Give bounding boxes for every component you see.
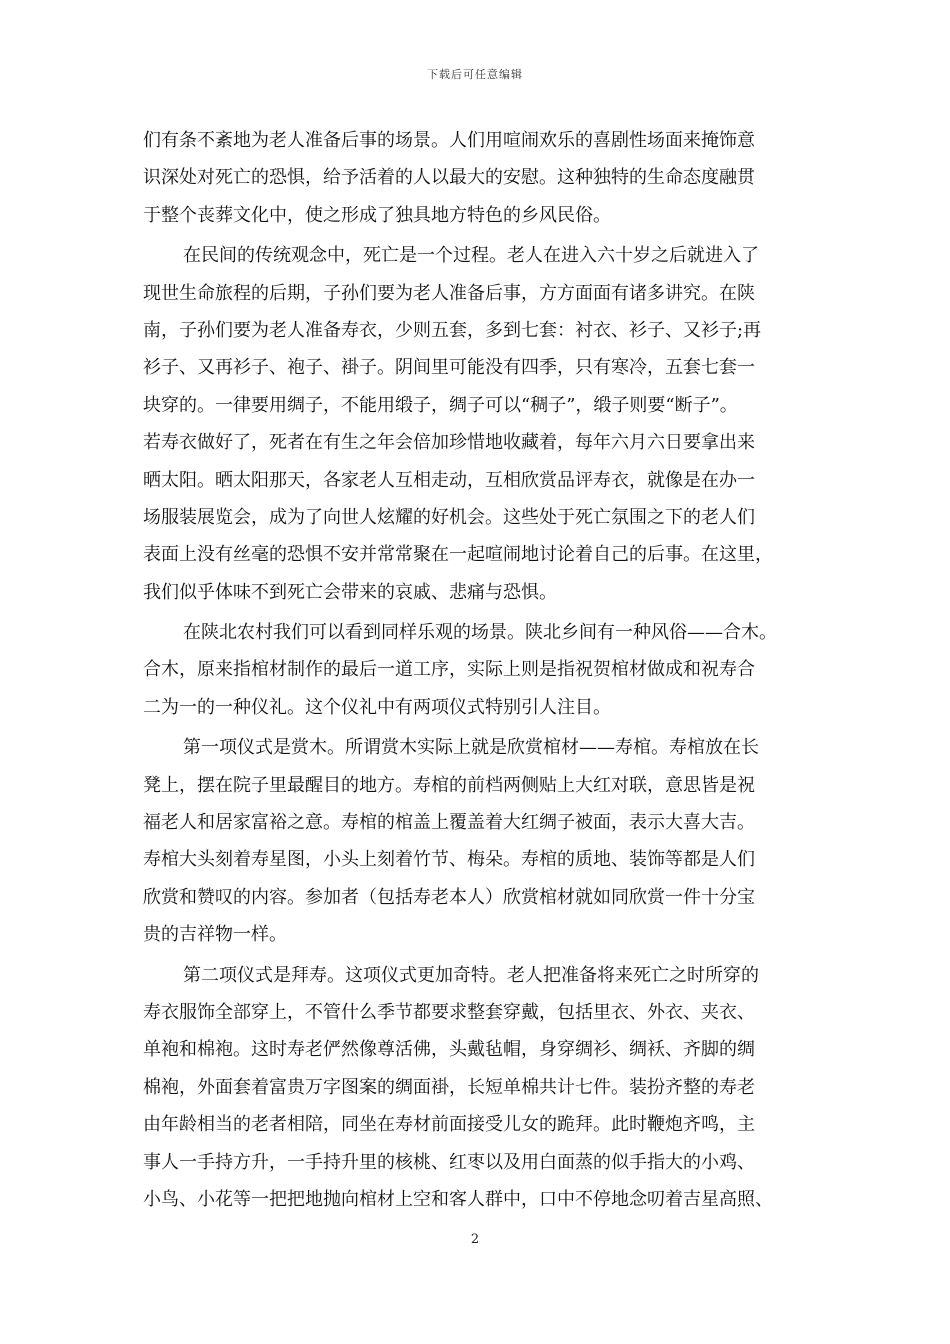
text-line: 南，子孙们要为老人准备寿衣，少则五套，多到七套：衬衣、衫子、又衫子;再 bbox=[143, 319, 762, 341]
text-line: 寿棺大头刻着寿星图，小头上刻着竹节、梅朵。寿棺的质地、装饰等都是人们 bbox=[143, 849, 755, 871]
text-line: 贵的吉祥物一样。 bbox=[143, 924, 287, 946]
paragraph-3 bbox=[143, 614, 811, 726]
paragraph-4 bbox=[143, 729, 811, 953]
text-line: 块穿的。一律要用绸子，不能用缎子，绸子可以“稠子”，缎子则要“断子”。 bbox=[143, 394, 738, 416]
text-line: 福老人和居家富裕之意。寿棺的棺盖上覆盖着大红绸子被面，表示大喜大吉。 bbox=[143, 812, 755, 834]
text-line: 我们似乎体味不到死亡会带来的哀戚、悲痛与恐惧。 bbox=[143, 581, 557, 603]
text-line: 衫子、又再衫子、袍子、褂子。阴间里可能没有四季，只有寒冷，五套七套一 bbox=[143, 357, 755, 379]
text-line: 单袍和棉袍。这时寿老俨然像尊活佛，头戴毡帽，身穿绸衫、绸袄、齐脚的绸 bbox=[143, 1039, 755, 1061]
text-line: 若寿衣做好了，死者在有生之年会倍加珍惜地收藏着，每年六月六日要拿出来 bbox=[143, 432, 755, 454]
text-line: 棉袍，外面套着富贵万字图案的绸面褂，长短单棉共计七件。装扮齐整的寿老 bbox=[143, 1076, 755, 1098]
text-line: 晒太阳。晒太阳那天，各家老人互相走动，互相欣赏品评寿衣，就像是在办一 bbox=[143, 469, 755, 491]
text-line: 凳上，摆在院子里最醒目的地方。寿棺的前档两侧贴上大红对联，意思皆是祝 bbox=[143, 774, 755, 796]
text-line: 们有条不紊地为老人准备后事的场景。人们用喧闹欢乐的喜剧性场面来掩饰意 bbox=[143, 130, 755, 151]
text-line: 合木，原来指棺材制作的最后一道工序，实际上则是指祝贺棺材做成和祝寿合 bbox=[143, 659, 755, 681]
text-line: 第二项仪式是拜寿。这项仪式更加奇特。老人把准备将来死亡之时所穿的 bbox=[183, 964, 759, 986]
text-line: 由年龄相当的老者相陪，同坐在寿材前面接受儿女的跪拜。此时鞭炮齐鸣，主 bbox=[143, 1114, 755, 1136]
text-line: 第一项仪式是赏木。所谓赏木实际上就是欣赏棺材——寿棺。寿棺放在长 bbox=[183, 737, 759, 759]
page-number: 2 bbox=[470, 1232, 480, 1247]
text-line: 小鸟、小花等一把把地抛向棺材上空和客人群中，口中不停地念叨着吉星高照、 bbox=[143, 1188, 773, 1210]
text-line: 二为一的一种仪礼。这个仪礼中有两项仪式特别引人注目。 bbox=[143, 696, 611, 718]
text-line: 场服装展览会，成为了向世人炫耀的好机会。这些处于死亡氛围之下的老人们 bbox=[143, 506, 755, 528]
text-line: 事人一手持方升，一手持升里的核桃、红枣以及用白面蒸的似手指大的小鸡、 bbox=[143, 1151, 755, 1173]
text-line: 现世生命旅程的后期，子孙们要为老人准备后事，方方面面有诸多讲究。在陕 bbox=[143, 282, 755, 304]
text-line: 欣赏和赞叹的内容。参加者（包括寿老本人）欣赏棺材就如同欣赏一件十分宝 bbox=[143, 886, 755, 908]
paragraph-2 bbox=[143, 237, 811, 611]
text-line: 在民间的传统观念中，死亡是一个过程。老人在进入六十岁之后就进入了 bbox=[183, 245, 759, 267]
paragraph-1 bbox=[143, 122, 811, 234]
text-line: 于整个丧葬文化中，使之形成了独具地方特色的乡风民俗。 bbox=[143, 204, 611, 226]
text-line: 在陕北农村我们可以看到同样乐观的场景。陕北乡间有一种风俗——合木。 bbox=[183, 622, 777, 644]
text-line: 表面上没有丝毫的恐惧不安并常常聚在一起喧闹地讨论着自己的后事。在这里， bbox=[143, 544, 773, 566]
document-body bbox=[143, 122, 811, 1218]
text-line: 寿衣服饰全部穿上，不管什么季节都要求整套穿戴，包括里衣、外衣、夹衣、 bbox=[143, 1001, 755, 1023]
page-header: 下载后可任意编辑 bbox=[427, 68, 523, 81]
text-line: 识深处对死亡的恐惧，给予活着的人以最大的安慰。这种独特的生命态度融贯 bbox=[143, 167, 755, 189]
paragraph-5 bbox=[143, 957, 811, 1219]
